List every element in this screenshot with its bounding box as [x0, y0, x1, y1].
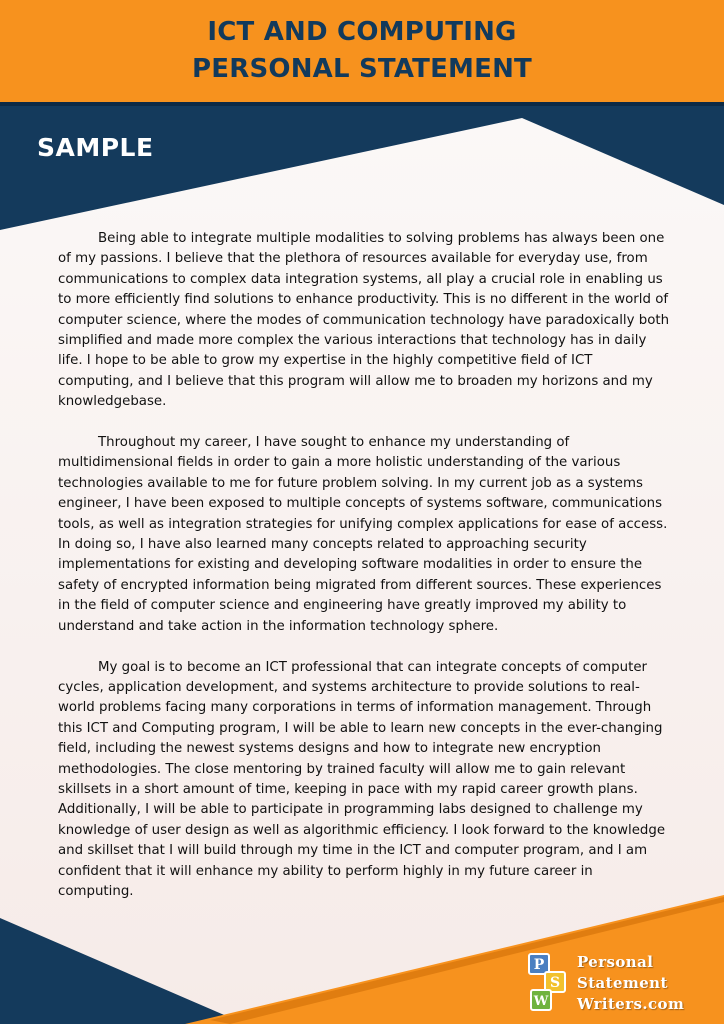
psw-badge-icon	[527, 952, 573, 1014]
sample-label: SAMPLE	[37, 133, 154, 162]
badge-letter-p: P	[533, 957, 545, 973]
paragraph-2: Throughout my career, I have sought to enhance my understanding of multidimensional fields in order to gain a more holistic understanding of the various technologies available to me for future problem solving. In my current job as a systems engineer, I have been exposed to multiple concepts of systems software, communications tools, as well as integration strategies for unifying complex applications for ease of access. In doing so, I have also learned many concepts related to approaching security implementations for existing and developing software modalities in order to ensure the safety of encrypted information being migrated from different sources. These experiences in the field of computer science and engineering have greatly improved my ability to understand and take action in the information technology sphere.	[58, 435, 668, 634]
page-title-line2: PERSONAL STATEMENT	[192, 54, 532, 84]
brand-wordmark	[577, 952, 684, 1015]
page-title-line1: ICT AND COMPUTING	[207, 17, 517, 47]
statement-body	[58, 229, 670, 923]
badge-letter-s: S	[549, 975, 561, 991]
brand-line1: Personal	[577, 953, 654, 971]
header-divider	[0, 102, 724, 106]
paragraph-1: Being able to integrate multiple modalities to solving problems has always been one of my passions. I believe that the plethora of resources available for everyday use, from communications to complex data integration systems, all play a crucial role in enabling us to more efficiently find solutions to enhance productivity. This is no different in the world of computer science, where the modes of communication technology have paradoxically both simplified and made more complex the various interactions that technology has in daily life. I hope to be able to grow my expertise in the highly competitive field of ICT computing, and I believe that this program will allow me to broaden my horizons and my knowledgebase.	[58, 231, 670, 410]
badge-letter-w: W	[533, 994, 549, 1009]
brand-line2: Statement	[577, 974, 668, 992]
page-title	[0, 14, 724, 88]
paragraph-3: My goal is to become an ICT professional that can integrate concepts of computer cycles, application development, and systems architecture to provide solutions to real-world problems facing many corporations in terms of information management. Through this ICT and Computing program, I will be able to learn new concepts in the ever-changing field, including the newest systems designs and how to integrate new encryption methodologies. The close mentoring by trained faculty will allow me to gain relevant skillsets in a short amount of time, keeping in pace with my rapid career growth plans. Additionally, I will be able to participate in programming labs designed to challenge my knowledge of user design as well as algorithmic efficiency. I look forward to the knowledge and skillset that I will build through my time in the ICT and computer program, and I am confident that it will enhance my ability to perform highly in my future career in computing.	[58, 659, 666, 899]
brand-line3: Writers.com	[577, 995, 685, 1013]
brand-logo	[527, 948, 717, 1020]
